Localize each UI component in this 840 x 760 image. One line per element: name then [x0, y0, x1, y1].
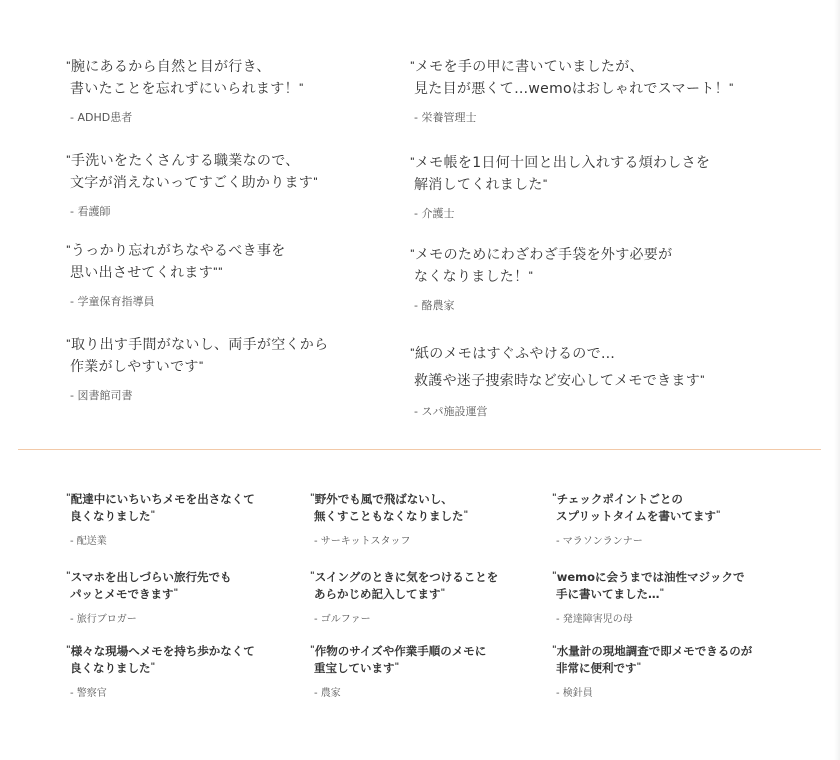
testimonial-card [66, 642, 255, 699]
testimonial-author: - マラソンランナー [556, 536, 643, 547]
testimonial-quote: "メモのためにわざわざ手袋を外す必要が なくなりました！" [410, 247, 673, 285]
testimonial-card [552, 568, 745, 625]
testimonial-author: - 図書館司書 [70, 389, 133, 402]
testimonial-quote: "メモを手の甲に書いていましたが、 見た目が悪くて…wemoはおしゃれでスマート！" [410, 59, 734, 97]
testimonial-quote: "手洗いをたくさんする職業なので、 文字が消えないってすごく助かります" [66, 153, 319, 191]
testimonial-author: - サーキットスタッフ [314, 536, 411, 547]
testimonial-quote: "メモ帳を1日何十回と出し入れする煩わしさを 解消してくれました" [410, 155, 711, 193]
testimonial-card [66, 150, 318, 219]
testimonial-card [552, 490, 721, 547]
testimonial-quote: "チェックポイントごとの スプリットタイムを書いてます" [552, 492, 721, 523]
testimonial-author: - ゴルファー [314, 614, 371, 625]
testimonial-quote: "水量計の現地調査で即メモできるのが 非常に便利です" [552, 644, 753, 675]
testimonial-card [66, 490, 255, 547]
testimonial-author: - 栄養管理士 [414, 111, 477, 124]
testimonial-author: - 配送業 [70, 536, 107, 547]
testimonial-author: - 発達障害児の母 [556, 614, 633, 625]
testimonial-card [66, 56, 304, 125]
testimonial-author: - 学童保育指導員 [70, 295, 155, 308]
testimonial-card [410, 244, 672, 313]
testimonial-quote: "紙のメモはすぐふやけるので… 救護や迷子捜索時など安心してメモできます" [410, 346, 705, 389]
testimonial-card [66, 334, 328, 403]
testimonial-quote: "様々な現場へメモを持ち歩かなくて 良くなりました" [66, 644, 255, 675]
testimonial-quote: "スマホを出しづらい旅行先でも パッとメモできます" [66, 570, 232, 601]
testimonial-author: - 農家 [314, 688, 341, 699]
testimonial-card [310, 568, 498, 625]
testimonial-author: - 旅行ブロガー [70, 614, 137, 625]
testimonial-quote: "腕にあるから自然と目が行き、 書いたことを忘れずにいられます！" [66, 59, 304, 97]
testimonial-card [66, 568, 231, 625]
section-divider [18, 449, 821, 450]
testimonial-author: - 検針員 [556, 688, 593, 699]
testimonial-author: - 酪農家 [414, 299, 455, 312]
testimonial-quote: "取り出す手間がないし、両手が空くから 作業がしやすいです" [66, 337, 329, 375]
testimonial-quote: "野外でも風で飛ばないし、 無くすこともなくなりました" [310, 492, 469, 523]
testimonial-quote: "配達中にいちいちメモを出さなくて 良くなりました" [66, 492, 255, 523]
testimonial-author: - スパ施設運営 [414, 405, 488, 418]
testimonial-card [310, 490, 468, 547]
testimonial-card [410, 340, 705, 419]
testimonial-author: - 介護士 [414, 207, 455, 220]
testimonial-card [410, 56, 734, 125]
testimonial-card [410, 152, 710, 221]
testimonial-quote: "作物のサイズや作業手順のメモに 重宝しています" [310, 644, 487, 675]
testimonial-author: - 看護師 [70, 205, 111, 218]
testimonial-quote: "スイングのときに気をつけることを あらかじめ記入してます" [310, 570, 499, 601]
testimonial-card [310, 642, 486, 699]
testimonial-quote: "wemoに会うまでは油性マジックで 手に書いてました…" [552, 570, 745, 601]
testimonial-author: - ADHD患者 [70, 111, 133, 124]
testimonial-author: - 警察官 [70, 688, 107, 699]
testimonial-card [66, 240, 286, 309]
testimonial-card [552, 642, 752, 699]
testimonial-quote: "うっかり忘れがちなやるべき事を 思い出させてくれます"" [66, 243, 286, 281]
